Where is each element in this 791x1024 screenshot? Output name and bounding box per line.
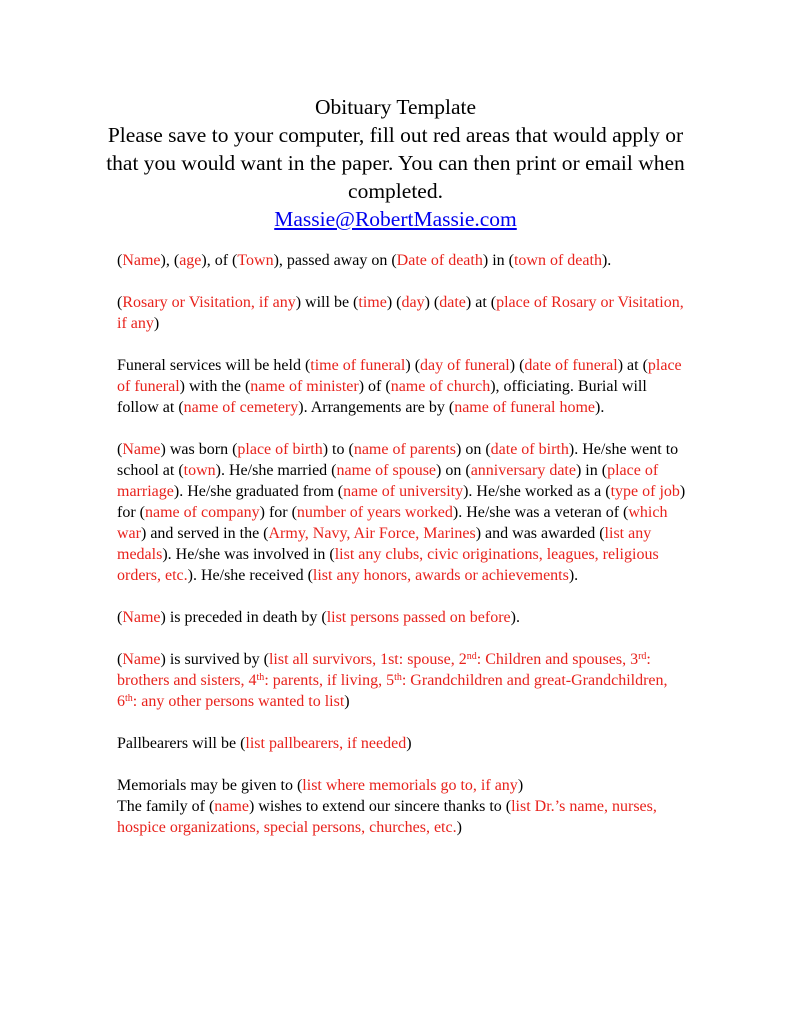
- fill-in-placeholder: Army, Navy, Air Force, Marines: [268, 525, 476, 542]
- template-text: ) (: [386, 294, 402, 311]
- fill-in-placeholder: : Children and spouses, 3: [476, 651, 639, 668]
- fill-in-placeholder: list any medals: [117, 525, 652, 563]
- template-text: ).: [601, 252, 612, 269]
- template-text: ) of (: [358, 378, 391, 395]
- template-text: ), officiating. Burial will follow at (: [117, 378, 647, 416]
- template-text: ), passed away on (: [273, 252, 397, 269]
- obituary-paragraph: [117, 607, 687, 628]
- template-text: ).: [568, 567, 579, 584]
- fill-in-placeholder: which war: [117, 504, 668, 542]
- template-text: ) and served in the (: [140, 525, 269, 542]
- fill-in-placeholder: date of funeral: [524, 357, 618, 374]
- fill-in-placeholder: list any clubs, civic originations, leagues, religious orders, etc.: [117, 546, 659, 584]
- fill-in-placeholder: place of birth: [237, 441, 323, 458]
- fill-in-placeholder: number of years worked: [296, 504, 453, 521]
- template-text: ) with the (: [179, 378, 251, 395]
- template-text: ): [456, 819, 462, 836]
- template-text: ). He/she received (: [187, 567, 313, 584]
- fill-in-placeholder: town: [183, 462, 216, 479]
- instructions-text: Please save to your computer, fill out red areas that would apply or that you would want in the paper. You can then print or email when completed.: [106, 123, 685, 203]
- fill-in-placeholder: : any other persons wanted to list: [132, 693, 345, 710]
- obituary-paragraph: [117, 439, 687, 586]
- obituary-paragraph: [117, 733, 687, 754]
- fill-in-placeholder: anniversary date: [470, 462, 576, 479]
- fill-in-placeholder: Name: [122, 252, 161, 269]
- template-text: ) will be (: [295, 294, 359, 311]
- template-text: ) is survived by (: [160, 651, 269, 668]
- fill-in-placeholder: place of marriage: [117, 462, 659, 500]
- template-text: ) on (: [456, 441, 491, 458]
- template-text: ) wishes to extend our sincere thanks to (: [248, 798, 512, 815]
- template-text: ), of (: [201, 252, 238, 269]
- template-text: (: [117, 294, 123, 311]
- obituary-paragraph: [117, 355, 687, 418]
- fill-in-placeholder: age: [179, 252, 202, 269]
- template-text: ) (: [405, 357, 421, 374]
- fill-in-placeholder: Name: [122, 441, 161, 458]
- template-text: ) for (: [259, 504, 297, 521]
- fill-in-placeholder: : parents, if living, 5: [264, 672, 395, 689]
- fill-in-placeholder: th: [256, 672, 265, 683]
- template-text: ).: [595, 399, 605, 416]
- template-text: Pallbearers will be (: [117, 735, 246, 752]
- template-text: ) was born (: [160, 441, 238, 458]
- fill-in-placeholder: list pallbearers, if needed: [245, 735, 407, 752]
- template-text: The family of (: [117, 798, 215, 815]
- template-text: ) (: [424, 294, 440, 311]
- fill-in-placeholder: name of minister: [250, 378, 359, 395]
- fill-in-placeholder: name of church: [390, 378, 491, 395]
- fill-in-placeholder: list all survivors, 1st: spouse, 2: [268, 651, 467, 668]
- fill-in-placeholder: Town: [237, 252, 274, 269]
- template-text: (: [117, 609, 123, 626]
- obituary-paragraph: [117, 250, 687, 271]
- obituary-paragraph: [117, 775, 687, 796]
- fill-in-placeholder: th: [125, 693, 133, 704]
- template-text: ) for (: [117, 483, 686, 521]
- template-text: ). He/she graduated from (: [173, 483, 344, 500]
- fill-in-placeholder: day: [401, 294, 425, 311]
- fill-in-placeholder: list where memorials go to, if any: [302, 777, 518, 794]
- template-text: ) is preceded in death by (: [160, 609, 327, 626]
- fill-in-placeholder: time of funeral: [310, 357, 406, 374]
- template-text: ) on (: [436, 462, 471, 479]
- fill-in-placeholder: type of job: [610, 483, 680, 500]
- document-title: Obituary Template: [314, 95, 477, 119]
- fill-in-placeholder: : brothers and sisters, 4: [117, 651, 651, 689]
- fill-in-placeholder: name: [214, 798, 249, 815]
- template-text: ) to (: [322, 441, 354, 458]
- obituary-paragraph: [117, 292, 687, 334]
- template-text: ). He/she worked as a (: [463, 483, 611, 500]
- fill-in-placeholder: Name: [122, 609, 161, 626]
- template-text: ) in (: [575, 462, 608, 479]
- obituary-body: [117, 250, 687, 859]
- fill-in-placeholder: Date of death: [396, 252, 483, 269]
- fill-in-placeholder: date: [439, 294, 466, 311]
- template-text: ). He/she married (: [215, 462, 337, 479]
- template-text: ) (: [509, 357, 525, 374]
- fill-in-placeholder: name of spouse: [336, 462, 437, 479]
- fill-in-placeholder: time: [358, 294, 387, 311]
- fill-in-placeholder: date of birth: [490, 441, 569, 458]
- fill-in-placeholder: th: [394, 672, 402, 683]
- obituary-paragraph: [117, 649, 687, 712]
- template-text: (: [117, 441, 123, 458]
- email-link[interactable]: Massie@RobertMassie.com: [274, 207, 517, 231]
- fill-in-placeholder: nd: [466, 651, 477, 662]
- template-text: ), (: [160, 252, 180, 269]
- fill-in-placeholder: name of funeral home: [454, 399, 596, 416]
- fill-in-placeholder: day of funeral: [420, 357, 510, 374]
- fill-in-placeholder: : Grandchildren and great-Grandchildren, 6: [117, 672, 668, 710]
- fill-in-placeholder: list persons passed on before: [326, 609, 511, 626]
- fill-in-placeholder: Name: [122, 651, 161, 668]
- fill-in-placeholder: place of Rosary or Visitation, if any: [117, 294, 684, 332]
- template-text: ). Arrangements are by (: [298, 399, 455, 416]
- template-text: ). He/she was involved in (: [162, 546, 335, 563]
- template-text: ).: [510, 609, 520, 626]
- template-text: ): [344, 693, 350, 710]
- obituary-paragraph: [117, 796, 687, 838]
- template-text: (: [117, 651, 123, 668]
- template-text: (: [117, 252, 123, 269]
- template-text: ) in (: [482, 252, 514, 269]
- template-text: Memorials may be given to (: [117, 777, 303, 794]
- fill-in-placeholder: list any honors, awards or achievements: [312, 567, 569, 584]
- template-text: ). He/she was a veteran of (: [452, 504, 629, 521]
- fill-in-placeholder: rd: [638, 651, 647, 662]
- template-text: ) at (: [617, 357, 648, 374]
- document-header: [100, 93, 691, 233]
- fill-in-placeholder: town of death: [513, 252, 602, 269]
- template-text: ) at (: [465, 294, 497, 311]
- template-text: ): [517, 777, 524, 794]
- fill-in-placeholder: name of university: [343, 483, 464, 500]
- fill-in-placeholder: Rosary or Visitation, if any: [122, 294, 296, 311]
- template-text: ): [406, 735, 412, 752]
- fill-in-placeholder: list Dr.’s name, nurses, hospice organizations, special persons, churches, etc.: [117, 798, 657, 836]
- template-text: Funeral services will be held (: [117, 357, 311, 374]
- template-text: ) and was awarded (: [475, 525, 605, 542]
- fill-in-placeholder: name of cemetery: [183, 399, 299, 416]
- fill-in-placeholder: name of parents: [353, 441, 456, 458]
- template-text: ): [153, 315, 160, 332]
- fill-in-placeholder: place of funeral: [117, 357, 682, 395]
- fill-in-placeholder: name of company: [144, 504, 260, 521]
- template-text: ). He/she went to school at (: [117, 441, 679, 479]
